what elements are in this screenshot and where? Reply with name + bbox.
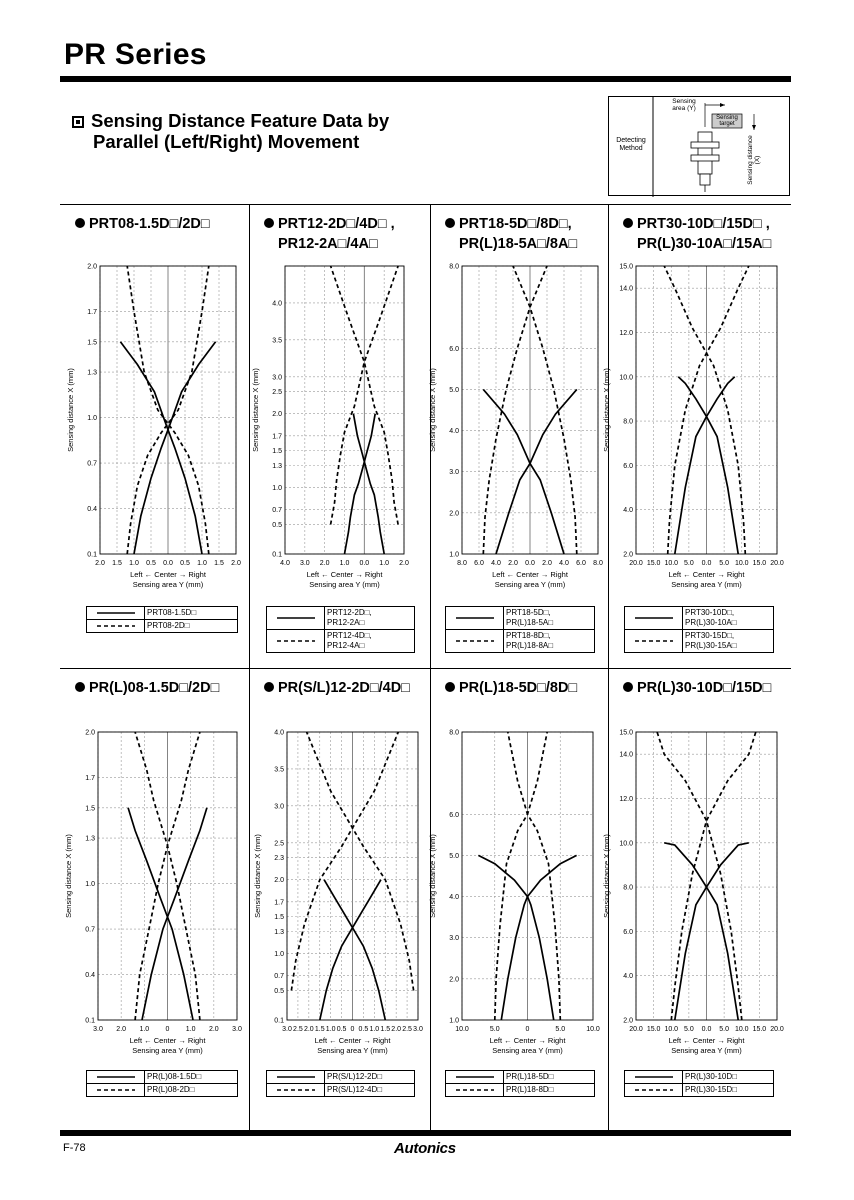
x-axis-label: Left ← Center → Right	[668, 1036, 745, 1045]
legend-row	[87, 619, 237, 632]
solid-line-icon	[633, 1074, 675, 1080]
y-tick-label: 1.0	[272, 485, 282, 493]
chart-svg	[422, 724, 608, 1064]
x-tick-label: 2.0	[508, 560, 518, 567]
y-tick-label: 2.3	[274, 855, 284, 863]
x-tick-label: 0.0	[701, 1026, 712, 1033]
chart-legend	[266, 606, 415, 653]
legend-row	[446, 629, 594, 652]
legend-row	[625, 607, 773, 629]
x-tick-label: 0.5	[180, 560, 190, 567]
series-line-dashed	[495, 732, 547, 1020]
y-tick-label: 0.4	[85, 972, 95, 980]
x-tick-label: 1.0	[139, 1026, 150, 1033]
y-tick-label: 2.0	[623, 551, 633, 559]
x-tick-label: 1.5	[112, 560, 122, 567]
chart-legend	[445, 1070, 595, 1097]
x-tick-label: 20.0	[770, 1026, 784, 1033]
legend-label: PR(S/L)12-2D□	[327, 1072, 383, 1081]
legend-row	[446, 1083, 594, 1096]
chart-svg	[247, 724, 433, 1064]
x-tick-label: 2.0	[542, 560, 552, 567]
y-tick-label: 1.5	[274, 914, 284, 922]
y-tick-label: 8.0	[623, 884, 633, 892]
x-tick-label: 2.0	[319, 560, 330, 567]
legend-label: PR(L)18-8D□	[506, 1085, 554, 1094]
chart-title: PRT12-2D□/4D□ , PR12-2A□/4A□	[264, 214, 395, 254]
chart-legend	[624, 606, 774, 653]
solid-line-icon	[454, 1074, 496, 1080]
x-tick-label: 0.0	[525, 560, 535, 567]
legend-label: PR(L)30-15D□	[685, 1085, 737, 1094]
y-tick-label: 0.7	[274, 973, 284, 981]
x-tick-label: 2.0	[116, 1026, 127, 1033]
y-tick-label: 8.0	[449, 263, 459, 271]
legend-label: PRT30-15D□, PR(L)30-15A□	[685, 631, 737, 650]
y-tick-label: 0.1	[85, 1017, 95, 1025]
y-tick-label: 3.0	[449, 469, 459, 477]
y-axis-label: Sensing distance X (mm)	[251, 368, 260, 452]
y-tick-label: 6.0	[449, 811, 459, 819]
x-tick-label: 15.0	[646, 560, 661, 567]
section-bullet-icon	[72, 116, 84, 128]
y-tick-label: 10.0	[619, 374, 633, 382]
series-line-solid	[496, 389, 577, 554]
bullet-icon	[264, 682, 274, 692]
y-tick-label: 1.7	[85, 774, 95, 782]
y-tick-label: 4.0	[274, 729, 284, 737]
section-title-line1: Sensing Distance Feature Data by	[91, 110, 390, 131]
x-tick-label: 10.0	[586, 1026, 600, 1033]
legend-label: PR(L)08-1.5D□	[147, 1072, 202, 1081]
y-tick-label: 0.1	[87, 551, 97, 559]
y-tick-label: 3.5	[272, 337, 282, 345]
y-axis-label: Sensing distance X (mm)	[64, 834, 73, 918]
series-line-solid	[324, 880, 385, 1020]
bullet-icon	[75, 218, 85, 228]
y-tick-label: 2.0	[449, 976, 459, 984]
bullet-icon	[623, 218, 633, 228]
x-tick-label: 2.0	[95, 560, 105, 567]
footer-rule	[60, 1130, 791, 1136]
detecting-method-svg	[609, 97, 791, 197]
y-tick-label: 0.7	[272, 507, 282, 515]
y-tick-label: 2.5	[274, 840, 284, 848]
x-axis-label: Left ← Center → Right	[492, 570, 568, 579]
section-title	[72, 110, 389, 152]
x-axis-label: Left ← Center → Right	[489, 1036, 566, 1045]
chart-title: PR(L)30-10D□/15D□	[623, 678, 771, 698]
x-tick-label: 2.0	[231, 560, 241, 567]
detecting-method-label: Detecting Method	[616, 137, 646, 152]
y-tick-label: 3.5	[274, 766, 284, 774]
legend-label: PRT12-2D□, PR12-2A□	[327, 608, 372, 627]
x-tick-label: 5.0	[684, 560, 694, 567]
x-tick-label: 15.0	[752, 560, 767, 567]
detecting-method-diagram	[608, 96, 790, 196]
legend-row	[87, 1071, 237, 1083]
y-tick-label: 4.0	[623, 507, 633, 515]
chart-svg	[58, 724, 252, 1064]
y-tick-label: 4.0	[449, 428, 459, 436]
x-tick-label: 4.0	[491, 560, 501, 567]
x-tick-label: 8.0	[457, 560, 467, 567]
y-tick-label: 6.0	[623, 462, 633, 470]
y-tick-label: 4.0	[449, 894, 459, 902]
y-tick-label: 10.0	[619, 840, 633, 848]
legend-row	[267, 629, 414, 652]
x-tick-label: 3.0	[93, 1026, 103, 1033]
y-axis-label: Sensing distance X (mm)	[66, 368, 75, 452]
series-line-dashed	[483, 266, 547, 554]
x-tick-label: 1.5	[314, 1026, 325, 1033]
y-tick-label: 0.7	[87, 460, 97, 468]
y-tick-label: 1.0	[449, 1017, 459, 1025]
chart-title: PR(S/L)12-2D□/4D□	[264, 678, 410, 698]
x-tick-label: 20.0	[770, 560, 784, 567]
y-tick-label: 2.5	[272, 389, 282, 397]
chart-title: PRT08-1.5D□/2D□	[75, 214, 210, 234]
series-line-dashed	[307, 732, 414, 991]
y-tick-label: 0.4	[87, 506, 97, 514]
legend-label: PR(L)18-5D□	[506, 1072, 554, 1081]
y-tick-label: 2.0	[87, 263, 97, 271]
x-tick-label: 5.0	[489, 1026, 500, 1033]
y-tick-label: 2.0	[274, 877, 284, 885]
x-tick-label: 1.0	[325, 1026, 336, 1033]
legend-label: PRT30-10D□, PR(L)30-10A□	[685, 608, 737, 627]
x-tick-label: 2.0	[208, 1026, 219, 1033]
y-tick-label: 1.5	[87, 339, 97, 347]
solid-line-icon	[633, 615, 675, 621]
legend-row	[625, 1071, 773, 1083]
section-title-line2: Parallel (Left/Right) Movement	[93, 131, 360, 152]
series-line-dashed	[513, 266, 577, 554]
x-tick-label: 3.0	[413, 1026, 423, 1033]
bullet-icon	[75, 682, 85, 692]
panel-grid-top	[60, 204, 791, 205]
y-axis-label: Sensing distance X (mm)	[253, 834, 262, 918]
y-tick-label: 4.0	[272, 300, 282, 308]
bullet-icon	[264, 218, 274, 228]
x-axis-label: Left ← Center → Right	[129, 1036, 206, 1045]
x-tick-label: 4.0	[280, 560, 290, 567]
legend-label: PRT18-5D□, PR(L)18-5A□	[506, 608, 554, 627]
solid-line-icon	[275, 1074, 317, 1080]
y-tick-label: 1.0	[274, 951, 284, 959]
y-tick-label: 1.0	[449, 551, 459, 559]
x-tick-label: 5.0	[719, 560, 729, 567]
x-axis-label: Sensing area Y (mm)	[494, 580, 566, 589]
x-tick-label: 0.5	[358, 1026, 369, 1033]
bullet-icon	[445, 218, 455, 228]
legend-row	[625, 1083, 773, 1096]
x-tick-label: 15.0	[646, 1026, 661, 1033]
legend-row	[87, 607, 237, 619]
y-tick-label: 15.0	[619, 729, 633, 737]
series-line-dashed	[508, 732, 561, 1020]
x-tick-label: 15.0	[752, 1026, 767, 1033]
x-tick-label: 3.0	[299, 560, 310, 567]
x-tick-label: 5.0	[684, 1026, 694, 1033]
y-tick-label: 8.0	[449, 729, 459, 737]
legend-label: PR(L)08-2D□	[147, 1085, 195, 1094]
x-tick-label: 1.0	[185, 1026, 196, 1033]
y-tick-label: 3.0	[274, 803, 284, 811]
dashed-line-icon	[95, 623, 137, 629]
y-axis-label: Sensing distance X (mm)	[428, 834, 437, 918]
x-tick-label: 8.0	[593, 560, 603, 567]
y-axis-label: Sensing distance X (mm)	[602, 368, 611, 452]
x-tick-label: 3.0	[232, 1026, 242, 1033]
x-tick-label: 5.0	[719, 1026, 729, 1033]
x-tick-label: 2.0	[303, 1026, 314, 1033]
chart-legend	[86, 606, 238, 633]
chart-title: PRT18-5D□/8D□, PR(L)18-5A□/8A□	[445, 214, 577, 254]
x-tick-label: 1.0	[339, 560, 350, 567]
x-tick-label: 0	[350, 1026, 355, 1033]
y-tick-label: 6.0	[623, 928, 633, 936]
page-title: PR Series	[64, 38, 207, 71]
brand-logo: Autonics	[394, 1140, 456, 1157]
y-tick-label: 1.3	[87, 369, 97, 377]
sensing-area-label: Sensing area (Y)	[672, 98, 696, 112]
sensing-distance-label: Sensing distance (X)	[747, 135, 761, 185]
chart-svg	[422, 258, 613, 598]
y-tick-label: 1.7	[87, 308, 97, 316]
x-tick-label: 10.0	[734, 560, 749, 567]
x-tick-label: 4.0	[559, 560, 569, 567]
x-tick-label: 0	[525, 1026, 530, 1033]
legend-row	[267, 1071, 414, 1083]
y-tick-label: 2.0	[449, 510, 459, 518]
x-tick-label: 1.0	[129, 560, 139, 567]
bullet-icon	[623, 682, 633, 692]
y-tick-label: 3.0	[272, 374, 282, 382]
x-tick-label: 10.0	[734, 1026, 749, 1033]
x-tick-label: 3.0	[282, 1026, 292, 1033]
dashed-line-icon	[454, 638, 496, 644]
chart-svg	[245, 258, 419, 598]
chart-svg	[60, 258, 251, 598]
y-tick-label: 2.0	[85, 729, 95, 737]
y-tick-label: 14.0	[619, 285, 633, 293]
x-tick-label: 5.0	[555, 1026, 566, 1033]
header-rule	[60, 76, 791, 82]
x-tick-label: 20.0	[629, 560, 643, 567]
y-tick-label: 6.0	[449, 345, 459, 353]
series-line-solid	[320, 880, 381, 1020]
x-tick-label: 2.0	[391, 1026, 402, 1033]
x-axis-label: Sensing area Y (mm)	[492, 1046, 563, 1055]
x-tick-label: 2.0	[399, 560, 409, 567]
y-tick-label: 1.5	[272, 448, 282, 456]
x-tick-label: 0.5	[146, 560, 156, 567]
y-tick-label: 14.0	[619, 751, 633, 759]
y-tick-label: 3.0	[449, 935, 459, 943]
dashed-line-icon	[95, 1087, 137, 1093]
legend-label: PR(L)30-10D□	[685, 1072, 737, 1081]
chart-legend	[624, 1070, 774, 1097]
y-tick-label: 4.0	[623, 973, 633, 981]
y-tick-label: 1.3	[272, 462, 282, 470]
y-tick-label: 0.7	[85, 926, 95, 934]
x-tick-label: 10.0	[455, 1026, 469, 1033]
dashed-line-icon	[633, 1087, 675, 1093]
dashed-line-icon	[633, 638, 675, 644]
chart-title: PR(L)08-1.5D□/2D□	[75, 678, 219, 698]
solid-line-icon	[275, 615, 317, 621]
x-tick-label: 0.5	[336, 1026, 347, 1033]
y-tick-label: 1.7	[272, 433, 282, 441]
x-axis-label: Sensing area Y (mm)	[132, 1046, 203, 1055]
x-axis-label: Sensing area Y (mm)	[132, 580, 204, 589]
x-tick-label: 2.5	[402, 1026, 412, 1033]
x-tick-label: 1.5	[214, 560, 224, 567]
sensing-target-label: Sensing target	[716, 115, 738, 127]
legend-row	[446, 607, 594, 629]
x-tick-label: 0.0	[163, 560, 173, 567]
x-tick-label: 2.5	[293, 1026, 303, 1033]
solid-line-icon	[95, 610, 137, 616]
x-tick-label: 6.0	[576, 560, 586, 567]
chart-svg	[596, 258, 792, 598]
x-tick-label: 10.0	[664, 1026, 679, 1033]
legend-label: PRT18-8D□, PR(L)18-8A□	[506, 631, 554, 650]
legend-label: PRT08-2D□	[147, 621, 190, 630]
y-tick-label: 2.0	[272, 411, 282, 419]
x-tick-label: 6.0	[474, 560, 484, 567]
x-axis-label: Sensing area Y (mm)	[671, 1046, 742, 1055]
chart-legend	[266, 1070, 415, 1097]
x-tick-label: 10.0	[664, 560, 679, 567]
y-tick-label: 1.0	[85, 881, 95, 889]
y-tick-label: 1.3	[85, 835, 95, 843]
x-tick-label: 0.0	[701, 560, 712, 567]
x-tick-label: 1.0	[369, 1026, 380, 1033]
series-line-dashed	[664, 266, 745, 554]
series-line-dashed	[668, 266, 749, 554]
y-tick-label: 5.0	[449, 852, 459, 860]
y-tick-label: 1.5	[85, 805, 95, 813]
chart-legend	[86, 1070, 238, 1097]
dashed-line-icon	[454, 1087, 496, 1093]
x-axis-label: Sensing area Y (mm)	[671, 580, 742, 589]
page-number: F-78	[63, 1142, 86, 1154]
panel-grid-middle	[60, 668, 791, 669]
dashed-line-icon	[275, 1087, 317, 1093]
x-tick-label: 1.0	[379, 560, 390, 567]
chart-title: PR(L)18-5D□/8D□	[445, 678, 577, 698]
dashed-line-icon	[275, 638, 317, 644]
series-line-dashed	[291, 732, 398, 991]
y-tick-label: 2.0	[623, 1017, 633, 1025]
y-tick-label: 5.0	[449, 386, 459, 394]
y-tick-label: 12.0	[619, 795, 633, 803]
x-tick-label: 0	[165, 1026, 170, 1033]
y-axis-label: Sensing distance X (mm)	[428, 368, 437, 452]
y-tick-label: 8.0	[623, 418, 633, 426]
x-axis-label: Left ← Center → Right	[306, 570, 383, 579]
y-tick-label: 0.1	[274, 1017, 284, 1025]
x-tick-label: 1.0	[197, 560, 207, 567]
y-tick-label: 1.3	[274, 928, 284, 936]
legend-row	[625, 629, 773, 652]
x-tick-label: 20.0	[629, 1026, 643, 1033]
legend-row	[87, 1083, 237, 1096]
y-axis-label: Sensing distance X (mm)	[602, 834, 611, 918]
x-tick-label: 0.0	[359, 560, 370, 567]
solid-line-icon	[95, 1074, 137, 1080]
x-axis-label: Left ← Center → Right	[314, 1036, 391, 1045]
y-tick-label: 0.5	[274, 987, 284, 995]
y-tick-label: 15.0	[619, 263, 633, 271]
bullet-icon	[445, 682, 455, 692]
chart-title: PRT30-10D□/15D□ , PR(L)30-10A□/15A□	[623, 214, 771, 254]
x-tick-label: 1.5	[380, 1026, 391, 1033]
legend-row	[267, 607, 414, 629]
legend-label: PRT12-4D□, PR12-4A□	[327, 631, 372, 650]
chart-legend	[445, 606, 595, 653]
y-tick-label: 1.7	[274, 899, 284, 907]
chart-svg	[596, 724, 792, 1064]
y-tick-label: 0.1	[272, 551, 282, 559]
y-tick-label: 0.5	[272, 521, 282, 529]
y-tick-label: 12.0	[619, 329, 633, 337]
legend-label: PR(S/L)12-4D□	[327, 1085, 383, 1094]
x-axis-label: Left ← Center → Right	[130, 570, 206, 579]
solid-line-icon	[454, 615, 496, 621]
y-tick-label: 1.0	[87, 415, 97, 423]
x-axis-label: Left ← Center → Right	[668, 570, 745, 579]
legend-row	[267, 1083, 414, 1096]
legend-label: PRT08-1.5D□	[147, 608, 197, 617]
x-axis-label: Sensing area Y (mm)	[309, 580, 380, 589]
legend-row	[446, 1071, 594, 1083]
x-axis-label: Sensing area Y (mm)	[317, 1046, 388, 1055]
